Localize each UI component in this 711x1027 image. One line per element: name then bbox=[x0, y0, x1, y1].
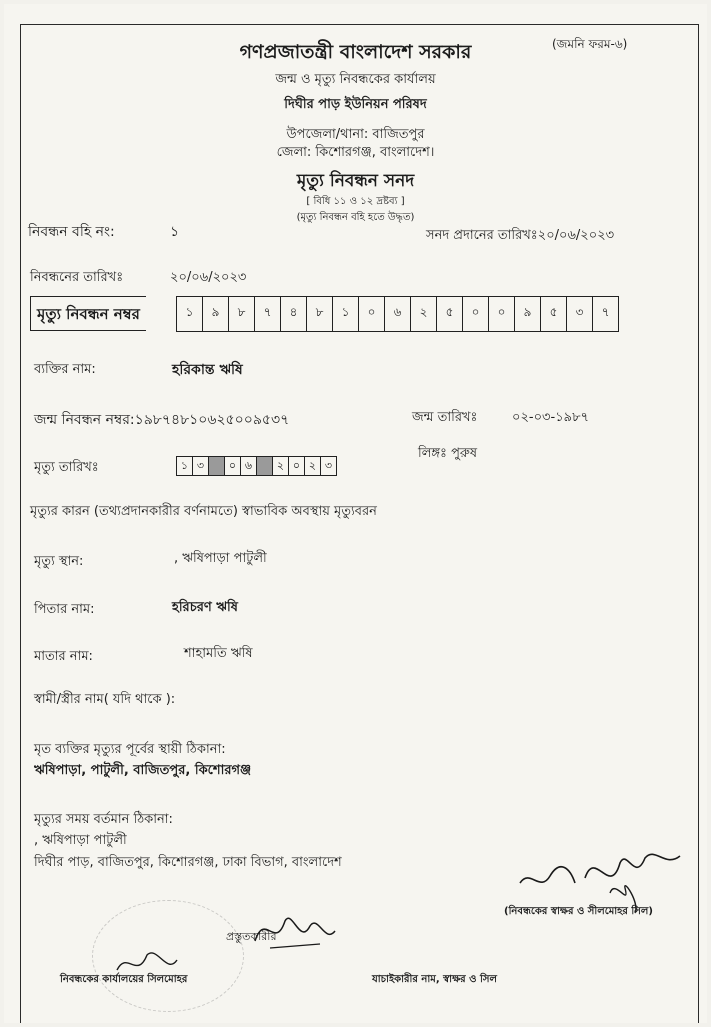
office-name: জন্ম ও মৃত্যু নিবন্ধকের কার্যালয় bbox=[275, 72, 436, 87]
date-separator-cell bbox=[257, 457, 273, 475]
registration-digit-cell: ৫ bbox=[541, 297, 567, 331]
rule-reference: [ বিধি ১১ ও ১২ দ্রষ্টব্য ] bbox=[306, 196, 405, 207]
date-digit-cell: ৩ bbox=[193, 457, 209, 475]
date-digit-cell: ২ bbox=[305, 457, 321, 475]
date-of-birth-label: জন্ম তারিখঃ bbox=[412, 410, 478, 425]
father-name-label: পিতার নাম: bbox=[34, 602, 95, 617]
father-name-value: হরিচরণ ঋষি bbox=[172, 600, 238, 615]
permanent-address-label: মৃত ব্যক্তির মৃত্যুর পূর্বের স্থায়ী ঠিকানা: bbox=[34, 742, 226, 757]
person-name-label: ব্যক্তির নাম: bbox=[34, 362, 96, 377]
mother-name-value: শাহামতি ঋষি bbox=[184, 646, 253, 661]
current-address-line1: , ঋষিপাড়া পাটুলী bbox=[34, 833, 127, 848]
current-address-line2: দিঘীর পাড়, বাজিতপুর, কিশোরগঞ্জ, ঢাকা বিভাগ, বাংলাদেশ bbox=[34, 855, 342, 870]
government-title: গণপ্রজাতন্ত্রী বাংলাদেশ সরকার bbox=[239, 41, 472, 63]
registration-digit-cell: ০ bbox=[359, 297, 385, 331]
date-digit-cell: ০ bbox=[225, 457, 241, 475]
issue-date: সনদ প্রদানের তারিখঃ২০/০৬/২০২৩ bbox=[426, 228, 615, 243]
document-title: মৃত্যু নিবন্ধন সনদ bbox=[296, 171, 415, 191]
upazila-line: উপজেলা/থানা: বাজিতপুর bbox=[286, 127, 425, 142]
registration-digit-cell: ৯ bbox=[203, 297, 229, 331]
source-note: (মৃত্যু নিবন্ধন বহি হতে উদ্ধৃত) bbox=[296, 212, 415, 223]
verifier-caption: যাচাইকারীর নাম, স্বাক্ষর ও সিল bbox=[372, 974, 497, 985]
birth-registration-number: জন্ম নিবন্ধন নম্বর:১৯৮৭৪৮১০৬২৫০০৯৫৩৭ bbox=[34, 412, 290, 428]
registration-digit-cell: ৭ bbox=[601, 305, 610, 319]
death-date-label: মৃত্যু তারিখঃ bbox=[34, 460, 99, 475]
death-place-label: মৃত্যু স্থান: bbox=[34, 554, 84, 569]
registration-digit-cell: ৭ bbox=[255, 297, 281, 331]
union-name: দিঘীর পাড় ইউনিয়ন পরিষদ bbox=[284, 97, 427, 112]
date-separator-cell bbox=[209, 457, 225, 475]
person-name-value: হরিকান্ত ঋষি bbox=[172, 362, 243, 378]
registration-digit-cell: ১ bbox=[177, 297, 203, 331]
death-registration-number-grid bbox=[176, 296, 619, 332]
date-digit-cell: ৩ bbox=[324, 458, 333, 472]
registration-digit-cell: ৬ bbox=[385, 297, 411, 331]
preparer-caption: প্রস্তুতকারীর bbox=[226, 930, 277, 943]
registration-digit-cell: ৯ bbox=[515, 297, 541, 331]
spouse-name-label: স্বামী/স্ত্রীর নাম( যদি থাকে ): bbox=[34, 692, 176, 707]
date-digit-cell: ৬ bbox=[241, 457, 257, 475]
registration-digit-cell: ৩ bbox=[567, 297, 593, 331]
date-of-birth-value: ০২-০৩-১৯৮৭ bbox=[512, 410, 589, 425]
permanent-address-value: ঋষিপাড়া, পাটুলী, বাজিতপুর, কিশোরগঞ্জ bbox=[34, 763, 252, 778]
death-registration-number-label: মৃত্যু নিবন্ধন নম্বর bbox=[30, 296, 146, 331]
registration-digit-cell: ২ bbox=[411, 297, 437, 331]
date-digit-cell: ২ bbox=[273, 457, 289, 475]
district-line: জেলা: কিশোরগঞ্জ, বাংলাদেশ। bbox=[276, 145, 435, 160]
office-seal-caption: নিবন্ধকের কার্যালয়ের সিলমোহর bbox=[60, 974, 188, 985]
book-number-label: নিবন্ধন বহি নং: bbox=[28, 224, 115, 240]
form-number: (জমনি ফরম-৬) bbox=[552, 37, 628, 51]
registrar-sign-caption: (নিবন্ধকের স্বাক্ষর ও সীলমোহর সিল) bbox=[504, 906, 653, 917]
book-number-value: ১ bbox=[170, 224, 180, 240]
registration-digit-cell: ০ bbox=[489, 297, 515, 331]
mother-name-label: মাতার নাম: bbox=[34, 649, 93, 664]
registration-date-label: নিবন্ধনের তারিখঃ bbox=[30, 270, 124, 285]
cause-of-death: মৃত্যুর কারন (তথ্যপ্রদানকারীর বর্ণনামতে) স্বাভাবিক অবস্থায় মৃত্যুবরন bbox=[30, 504, 377, 519]
death-place-value: , ঋষিপাড়া পাটুলী bbox=[174, 551, 267, 566]
registration-date-value: ২০/০৬/২০২৩ bbox=[170, 270, 247, 285]
registration-digit-cell: ৫ bbox=[437, 297, 463, 331]
current-address-label: মৃত্যুর সময় বর্তমান ঠিকানা: bbox=[34, 812, 173, 827]
date-digit-cell: ০ bbox=[289, 457, 305, 475]
registration-digit-cell: ৮ bbox=[307, 297, 333, 331]
date-digit-cell: ১ bbox=[177, 457, 193, 475]
registration-digit-cell: ৪ bbox=[281, 297, 307, 331]
death-date-grid bbox=[176, 456, 337, 476]
gender: লিঙ্গঃ পুরুষ bbox=[418, 446, 478, 461]
registration-digit-cell: ৮ bbox=[229, 297, 255, 331]
registration-digit-cell: ১ bbox=[333, 297, 359, 331]
registration-digit-cell: ০ bbox=[463, 297, 489, 331]
